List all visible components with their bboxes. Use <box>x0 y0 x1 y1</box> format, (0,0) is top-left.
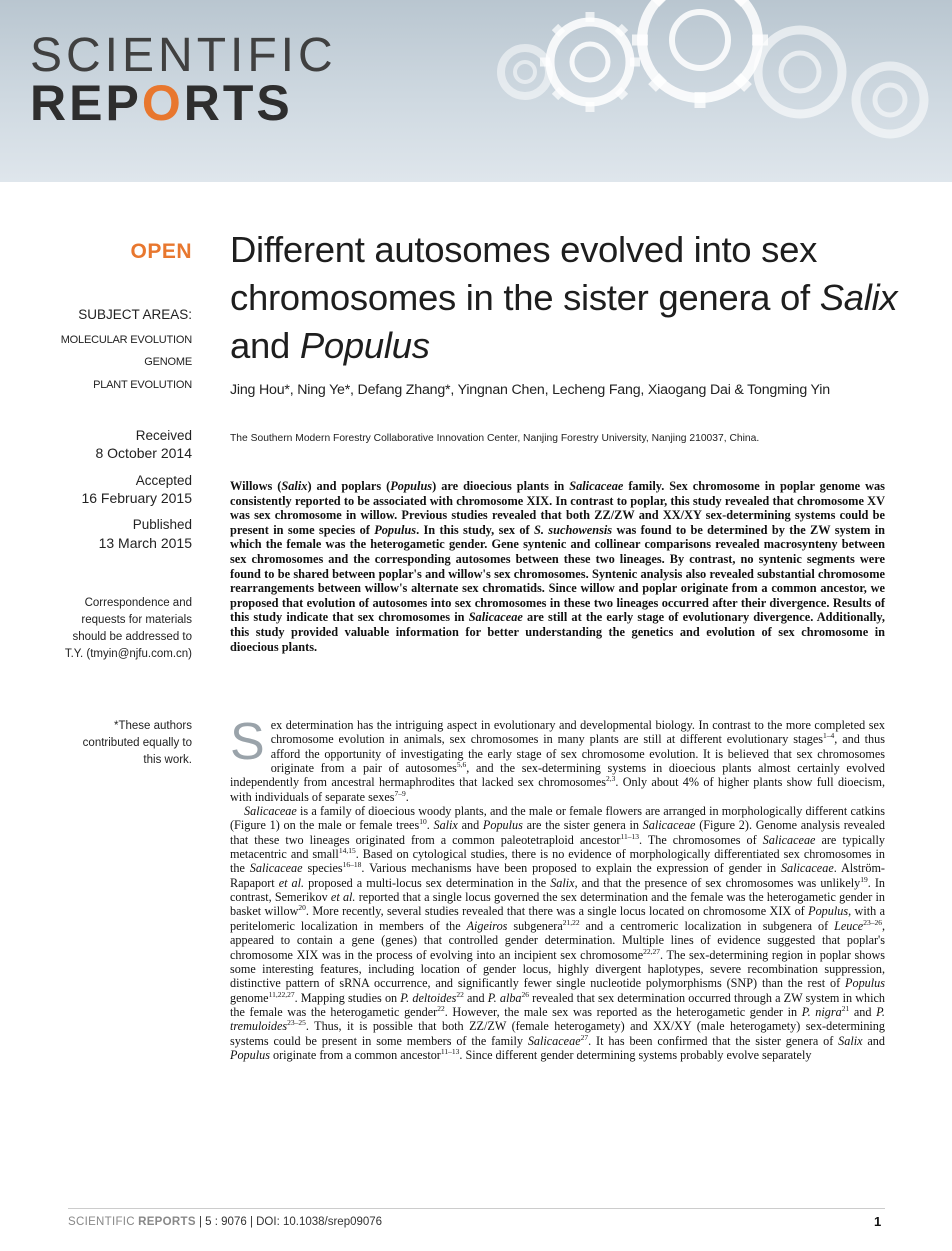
logo-rts: RTS <box>183 75 293 131</box>
drop-cap: S <box>230 713 265 771</box>
title-populus: Populus <box>299 325 430 366</box>
logo-gear-o: O <box>141 75 184 131</box>
journal-banner <box>0 0 952 182</box>
journal-logo-bottom <box>30 74 293 132</box>
article-body <box>230 713 886 1062</box>
subject-areas-title: SUBJECT AREAS: <box>78 307 192 322</box>
footer-journal-bold: REPORTS <box>138 1216 196 1228</box>
author-list: Jing Hou*, Ning Ye*, Defang Zhang*, Yingnan Chen, Lecheng Fang, Xiaogang Dai & Tongming Yin <box>230 382 830 398</box>
journal-logo-top: SCIENTIFIC <box>30 29 337 82</box>
open-access-label: OPEN <box>130 240 192 263</box>
correspondence-note: Correspondence and requests for materials should be addressed to T.Y. (tmyin@njfu.com.cn) <box>64 597 192 660</box>
footer-journal-light: SCIENTIFIC <box>68 1216 135 1228</box>
article-title <box>230 226 920 370</box>
subject-area-link[interactable]: PLANT EVOLUTION <box>93 379 192 391</box>
title-salix: Salix <box>819 277 898 318</box>
published-label: Published <box>132 517 192 532</box>
body-paragraph: Sex determination has the intriguing aspect in evolutionary and developmental biology. In contrast to the more completed sex chromosome evolution in animals, sex chromosomes in many plants are still at different evolutionary stages$^{1-4}$, and thus afford the opportunity of investigating the early stage of sex chromosome evolution. It is believed that sex chromosomes originate from a pair of autosomes$^{5,6}$, and the sex-determining systems in dioecious plants almost certainly evolved independently from ancestral hermaphrodites that lacked sex chromosomes$^{2,3}$. Only about 4% of higher plants show full dioecism, with individuals of separate sexes$^{7-9}$. <box>230 713 886 804</box>
subject-area-link[interactable]: GENOME <box>144 356 192 368</box>
title-text: Different autosomes evolved into sex chromosomes in the sister genera of <box>230 229 820 318</box>
gear-icon <box>856 66 924 134</box>
accepted-label: Accepted <box>135 473 192 488</box>
page-number: 1 <box>874 1214 882 1229</box>
page-footer <box>68 1216 382 1228</box>
accepted-date: 16 February 2015 <box>81 490 192 506</box>
gear-icon <box>501 48 549 96</box>
gear-icon <box>758 30 842 114</box>
title-text: and <box>230 325 300 366</box>
published-date: 13 March 2015 <box>98 535 192 551</box>
abstract: Willows (Salix) and poplars (Populus) are dioecious plants in Salicaceae family. Sex chromosome in poplar genome was consistently reported to be associated with chromosome XIX. In contrast to poplar, this study revealed that chromosome XV was sex chromosome in willow. Previous studies revealed that both ZZ/ZW and XX/XY sex-determining systems could be present in some species of Populus. In this study, sex of S. suchowensis was found to be determined by the ZW system in which the female was the heterogametic gender. Gene syntenic and collinear comparisons revealed macrosynteny between sex chromosomes and the corresponding autosomes between these two lineages. By contrast, no syntenic segments were found to be shared between poplar's and willow's sex chromosomes. Syntenic analysis also revealed substantial chromosome rearrangements between willow's alternate sex chromatids. Since willow and poplar originate from a common ancestor, we proposed that evolution of autosomes into sex chromosomes in these two lineages occurred after their divergence. Results of this study indicate that sex chromosomes in Salicaceae are still at the early stage of evolutionary divergence. Additionally, this study provided valuable information for better understanding the genetics and evolution of sex chromosome in dioecious plants. <box>230 479 886 654</box>
received-label: Received <box>135 428 192 443</box>
affiliation: The Southern Modern Forestry Collaborative Innovation Center, Nanjing Forestry University, Nanjing 210037, China. <box>230 433 760 444</box>
subject-area-link[interactable]: MOLECULAR EVOLUTION <box>60 334 192 346</box>
received-date: 8 October 2014 <box>95 445 192 461</box>
logo-rep: REP <box>30 75 142 131</box>
footer-divider <box>68 1208 885 1209</box>
footer-citation: | 5 : 9076 | DOI: 10.1038/srep09076 <box>199 1216 383 1228</box>
equal-contribution-note: *These authors contributed equally to this work. <box>82 720 192 766</box>
body-paragraph: Salicaceae is a family of dioecious woody plants, and the male or female flowers are arranged in morphologically different catkins (Figure 1) on the male or female trees$^{10}$. Salix and Populus are the sister genera in Salicaceae (Figure 2). Genome analysis revealed that these two lineages originated from a common paleotetraploid ancestor$^{11-13}$. The chromosomes of Salicaceae are typically metacentric and small$^{14,15}$. Based on cytological studies, there is no evidence of morphologically differentiated sex chromosomes in the Salicaceae species$^{16-18}$. Various mechanisms have been proposed to explain the expression of gender in Salicaceae. Alström-Rapaport et al. proposed a multi-locus sex determination in the Salix, and that the presence of sex chromosomes was unlikely$^{19}$. In contrast, Semerikov et al. reported that a single locus governed the sex determination and the female was the heterogametic gender in basket willow$^{20}$. More recently, several studies revealed that there was a single locus located on chromosome XIX of Populus, with a peritelomeric localization in members of the Aigeiros subgenera$^{21,22}$ and a centromeric localization in subgenera of Leuce$^{23-26}$, appeared to contain a gene (genes) that controlled gender determination. Multiple lines of evidence suggested that poplar's chromosome XIX was in the process of evolving into an incipient sex chromosome$^{22,27}$. The sex-determining region in poplar shows some interesting features, including location of gender locus, highly divergent haplotypes, severe recombination suppression, distinctive pattern of sRNA occurrence, and significantly fewer single nucleotide polymorphisms (SNP) than the rest of Populus genome$^{11,22,27}$. Mapping studies on P. deltoides$^{22}$ and P. alba$^{26}$ revealed that sex determination occurred through a ZW system in which the female was the heterogametic gender$^{22}$. However, the male sex was reported as the heterogametic gender in P. nigra$^{21}$ and P. tremuloides$^{23-25}$. Thus, it is possible that both ZZ/ZW (female heterogamety) and XX/XY (male heterogamety) sex-determining systems could be present in some members of the family Salicaceae$^{27}$. It has been confirmed that the sister genera of Salix and Populus originate from a common ancestor$^{11-13}$. Since different gender determining systems probably evolve separately <box>230 804 886 1062</box>
